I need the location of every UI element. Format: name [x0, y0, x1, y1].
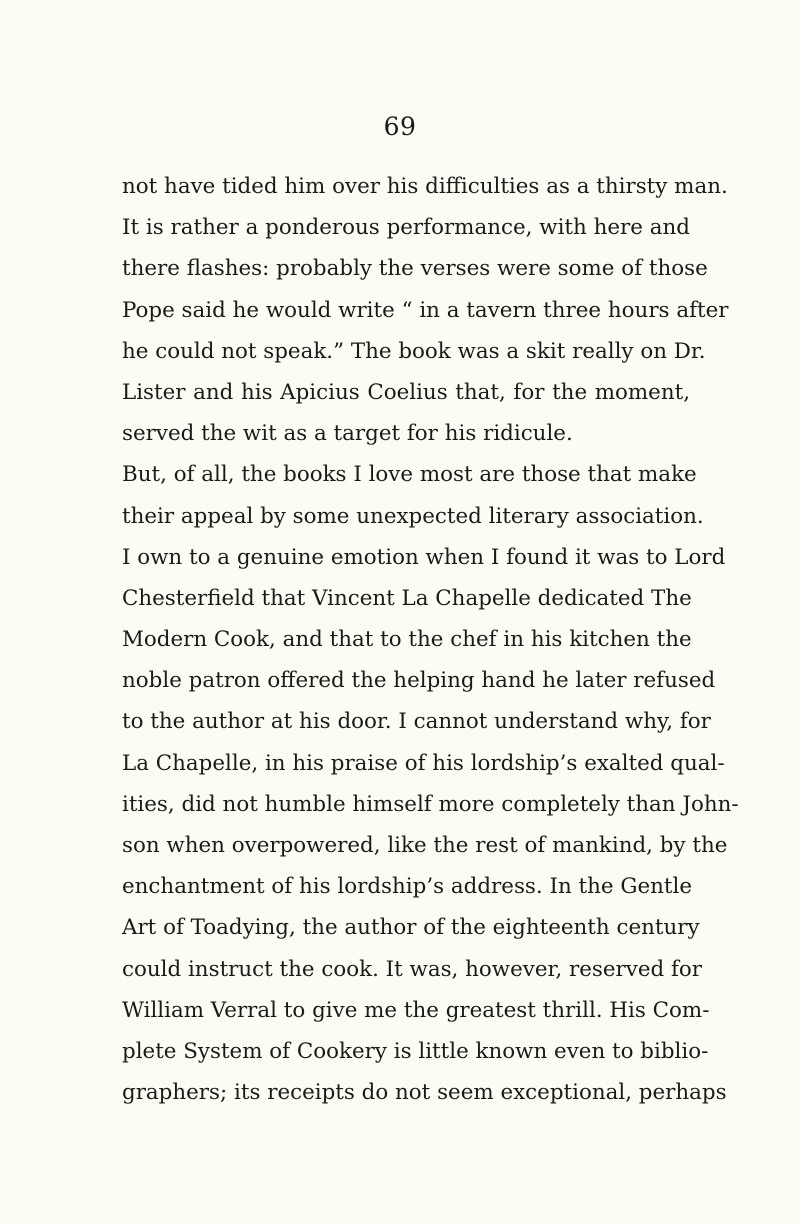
text-line: I own to a genuine emotion when I found it was to Lord — [122, 544, 726, 570]
text-line: their appeal by some unexpected literary association. — [122, 503, 704, 529]
text-line: could instruct the cook. It was, however, reserved for — [122, 956, 702, 982]
text-line: he could not speak.” The book was a skit really on Dr. — [122, 338, 706, 364]
text-line: Modern Cook, and that to the chef in his kitchen the — [122, 627, 692, 653]
text-line: not have tided him over his difficulties as a thirsty man. — [122, 174, 728, 199]
text-line: graphers; its receipts do not seem exceptional, perhaps — [122, 1080, 727, 1106]
paragraph-end-line: served the wit as a target for his ridicule. — [122, 421, 573, 447]
text-line: William Verral to give me the greatest thrill. His Com- — [122, 997, 710, 1023]
text-line: Lister and his Apicius Coelius that, for the moment, — [122, 379, 690, 405]
page-number: 69 — [383, 112, 417, 141]
text-line: enchantment of his lordship’s address. In the Gentle — [122, 874, 692, 900]
text-line: son when overpowered, like the rest of mankind, by the — [122, 833, 728, 858]
text-line: La Chapelle, in his praise of his lordship’s exalted qual- — [122, 750, 725, 776]
text-line: there flashes: probably the verses were some of those — [122, 256, 708, 282]
text-line: Art of Toadying, the author of the eighteenth century — [122, 915, 700, 941]
text-line: Chesterfield that Vincent La Chapelle dedicated The — [122, 585, 692, 611]
text-line: It is rather a ponderous performance, with here and — [122, 215, 690, 241]
text-line: But, of all, the books I love most are those that make — [122, 462, 697, 488]
text-line: to the author at his door. I cannot understand why, for — [122, 709, 711, 735]
text-line: noble patron offered the helping hand he later refused — [122, 668, 716, 694]
text-line: Pope said he would write “ in a tavern three hours after — [122, 297, 729, 323]
text-line: plete System of Cookery is little known even to biblio- — [122, 1038, 709, 1064]
text-line: ities, did not humble himself more completely than John- — [122, 791, 739, 817]
body-text — [122, 166, 739, 1113]
